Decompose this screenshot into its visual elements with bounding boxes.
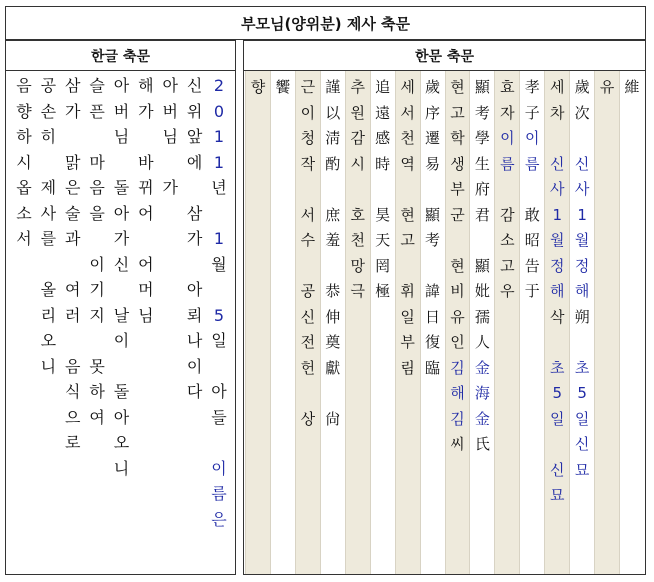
hangul-char: 오: [113, 433, 130, 452]
hangul-char: 앞: [186, 127, 203, 146]
hanja-column: [320, 71, 345, 574]
hanja-char: 日: [425, 307, 441, 326]
hanja-char: 림: [400, 358, 415, 377]
hanja-char: 신: [574, 154, 590, 173]
hangul-char: 여: [65, 280, 81, 299]
hangul-char: 슬: [89, 76, 105, 95]
hanja-char: 獻: [325, 358, 341, 377]
hangul-char: 은: [211, 509, 227, 529]
hangul-char: [168, 150, 173, 176]
hanja-char: 追: [375, 78, 391, 96]
hanja-char: 상: [300, 409, 316, 428]
hangul-char: 뀌: [138, 178, 154, 197]
hanja-char: 름: [500, 154, 515, 173]
hangul-char: [119, 277, 124, 303]
hanja-char: 비: [450, 282, 465, 300]
hangul-char: 러: [65, 305, 81, 325]
hangul-char: 돌: [113, 178, 130, 197]
hangul-char: 이: [211, 458, 227, 478]
hanja-char: 昭: [524, 231, 540, 249]
hangul-char: 름: [211, 484, 227, 503]
hangul-char: 가: [65, 101, 81, 121]
hanja-char: 妣: [474, 282, 490, 300]
hanja-char: 정: [574, 256, 590, 275]
hanja-char: 고: [400, 231, 415, 249]
hangul-char: 오: [40, 331, 57, 350]
hanja-column: [445, 71, 470, 574]
hangul-char: 로: [65, 433, 81, 452]
hangul-column: [12, 73, 36, 574]
hangul-char: 님: [162, 127, 178, 146]
hanja-char: 學: [474, 129, 490, 147]
hanja-column: [295, 71, 320, 574]
hanja-char: 子: [524, 103, 540, 122]
hanja-char: 해: [549, 282, 565, 300]
hangul-char: 1: [213, 152, 225, 172]
hangul-char: [192, 252, 197, 278]
hanja-char: 차: [549, 103, 565, 122]
hanja-char: 현: [450, 256, 465, 275]
hangul-column: [61, 73, 85, 574]
hanja-char: 부: [400, 333, 415, 351]
hangul-char: 손: [40, 101, 57, 121]
hangul-char: 아: [211, 382, 227, 401]
page-title: 부모님(양위분) 제사 축문: [5, 6, 646, 40]
hangul-char: 올: [40, 280, 57, 299]
hangul-char: 아: [162, 76, 178, 95]
hangul-char: [95, 328, 100, 354]
hanja-char: 考: [425, 231, 441, 249]
hanja-char: 氏: [474, 435, 490, 453]
hanja-char: 사: [549, 180, 565, 198]
hangul-char: 음: [16, 76, 32, 95]
hangul-char: 식: [65, 382, 81, 401]
hangul-char: 아: [113, 203, 130, 223]
hanja-char: 정: [549, 256, 565, 275]
hanja-char: 극: [350, 282, 365, 300]
hangul-char: 버: [162, 101, 178, 121]
hanja-char: 5: [552, 384, 562, 402]
hanja-column: [270, 71, 295, 574]
hangul-char: 5: [213, 305, 225, 325]
hangul-char: [216, 201, 221, 227]
hanja-char: 자: [500, 103, 515, 122]
hanja-char: 諱: [425, 282, 441, 300]
hanja-char: 헌: [300, 358, 316, 377]
hanja-char: 罔: [375, 256, 391, 275]
hanja-char: 이: [500, 129, 515, 147]
hanja-char: 해: [450, 384, 465, 402]
hanja-char: 서: [400, 103, 415, 122]
hangul-char: [70, 252, 75, 278]
hangul-column: [183, 73, 207, 574]
hanja-char: 생: [450, 154, 465, 173]
hanja-char: 작: [300, 154, 316, 173]
hanja-char: 饗: [275, 78, 291, 96]
hanja-char: 金: [474, 409, 490, 428]
hanja-char: 朔: [574, 307, 590, 326]
hangul-char: [95, 226, 100, 252]
hanja-char: 孝: [524, 78, 540, 96]
hangul-char: [70, 124, 75, 150]
hanja-char: 復: [425, 333, 441, 351]
hangul-char: 지: [89, 305, 105, 325]
hangul-char: 아: [113, 407, 130, 427]
hangul-char: 버: [113, 101, 130, 121]
hanja-char: 生: [474, 154, 490, 173]
hanja-char: 君: [474, 205, 490, 224]
hanja-char: 次: [574, 103, 590, 122]
hanja-char: 伸: [325, 307, 341, 326]
hanja-char: 臨: [425, 358, 441, 377]
hangul-char: 음: [89, 178, 105, 197]
hanja-char: 이: [300, 103, 316, 122]
hangul-char: 머: [138, 280, 154, 299]
hangul-char: 삼: [65, 76, 81, 95]
hangul-char: [95, 124, 100, 150]
hangul-char: 니: [40, 356, 57, 376]
hangul-char: 못: [89, 356, 105, 376]
hanja-column: [544, 71, 569, 574]
hangul-char: 서: [16, 229, 32, 248]
hangul-char: [192, 175, 197, 201]
hanja-char: 易: [425, 154, 441, 173]
hangul-char: 월: [211, 254, 227, 274]
hanja-char: 遷: [425, 129, 441, 147]
hangul-char: 하: [89, 382, 105, 401]
hanja-char: 초: [574, 358, 590, 377]
hanja-char: 于: [524, 282, 540, 300]
hangul-char: 가: [138, 101, 154, 121]
hanja-char: 淸: [325, 129, 341, 147]
hanja-char: 김: [450, 358, 465, 377]
hangul-char: 옵: [16, 178, 32, 197]
hangul-char: 사: [40, 203, 57, 223]
hanja-char: 일: [574, 409, 590, 428]
hangul-char: 을: [89, 203, 105, 223]
hangul-char: 일: [211, 331, 227, 350]
hanja-char: 庶: [325, 205, 341, 224]
hangul-char: 리: [40, 305, 57, 325]
hanja-char: 顯: [425, 205, 441, 224]
hanja-char: 군: [450, 205, 465, 224]
hanja-char: 酌: [325, 154, 341, 173]
hanja-char: 묘: [549, 486, 565, 504]
hanja-char: 전: [300, 333, 316, 351]
hangul-char: [143, 124, 148, 150]
hanja-char: 일: [549, 409, 565, 428]
hangul-char: 공: [40, 76, 57, 95]
hangul-char: 신: [186, 76, 203, 95]
hanja-char: 천: [400, 129, 415, 147]
hanja-char: 天: [375, 231, 391, 249]
hangul-char: 이: [186, 356, 203, 376]
hangul-char: 기: [89, 280, 105, 299]
hangul-char: 향: [16, 101, 32, 121]
hangul-char: 뢰: [186, 305, 203, 325]
hanja-char: 역: [400, 154, 415, 173]
hangul-char: 를: [40, 229, 57, 248]
hanja-char: 考: [474, 103, 490, 122]
hangul-char: 시: [16, 152, 32, 172]
hangul-char: 이: [89, 254, 105, 274]
hangul-char: 년: [211, 178, 227, 197]
hangul-char: 가: [162, 178, 178, 197]
hanja-char: 金: [474, 358, 490, 377]
hanja-char: 人: [474, 333, 490, 351]
hanja-char: 사: [574, 180, 590, 198]
hanja-column: [395, 71, 420, 574]
hangul-char: 하: [16, 127, 32, 146]
hangul-column: [85, 73, 109, 574]
hanja-char: 歲: [425, 78, 441, 96]
hanja-char: 소: [500, 231, 515, 249]
hanja-char: 고: [500, 256, 515, 275]
hanja-char: 추: [350, 78, 365, 96]
hanja-char: 서: [300, 205, 316, 224]
hanja-char: 김: [450, 409, 465, 428]
hanja-char: 학: [450, 129, 465, 147]
hangul-char: 음: [65, 356, 81, 376]
hanja-char: 歲: [574, 78, 590, 96]
hanja-char: 5: [577, 384, 587, 402]
hanja-char: 1: [552, 205, 562, 224]
hangul-columns: [6, 73, 235, 574]
hanja-column: [494, 71, 519, 574]
hanja-char: 昊: [375, 205, 391, 224]
hangul-char: 과: [65, 229, 81, 248]
hanja-char: 천: [350, 231, 365, 249]
hangul-char: 니: [113, 458, 130, 478]
hanja-char: 수: [300, 231, 316, 249]
hanja-char: 일: [400, 307, 415, 326]
hanja-char: 향: [250, 78, 266, 96]
hangul-char: 어: [138, 203, 154, 223]
hanja-char: 호: [350, 205, 365, 224]
hanja-char: 신: [549, 460, 565, 479]
hangul-char: 다: [186, 382, 203, 401]
hangul-char: 님: [138, 305, 154, 325]
hangul-header: 한글 축문: [6, 41, 235, 71]
hanja-char: 敢: [524, 205, 540, 224]
hanja-char: 감: [500, 205, 515, 224]
hangul-char: 날: [113, 305, 130, 325]
hangul-char: [216, 277, 221, 303]
hangul-char: 술: [65, 203, 81, 223]
hanja-char: 顯: [474, 78, 490, 96]
hanja-char: 時: [375, 154, 391, 173]
hanja-char: 원: [350, 103, 365, 122]
hanja-char: 해: [574, 282, 590, 300]
hanja-columns: [245, 71, 644, 574]
hangul-char: 0: [213, 101, 225, 121]
hangul-char: 에: [186, 152, 203, 172]
hanja-char: 현: [450, 78, 465, 96]
hanja-char: 인: [450, 333, 465, 351]
hanja-char: 序: [425, 103, 441, 122]
hangul-char: 가: [186, 229, 203, 248]
hanja-char: 초: [549, 358, 565, 377]
hanja-column: [245, 71, 270, 574]
hangul-panel: [5, 40, 236, 575]
hanja-char: 름: [525, 154, 540, 173]
hanja-char: 신: [574, 435, 590, 453]
hangul-char: 제: [40, 178, 57, 197]
hanja-char: 공: [300, 282, 316, 300]
hangul-char: 아: [186, 280, 203, 299]
hangul-char: 님: [113, 127, 130, 146]
hanja-char: 세: [400, 78, 415, 96]
hanja-char: 告: [524, 256, 540, 275]
hanja-char: 維: [624, 78, 640, 96]
hangul-char: 바: [138, 152, 154, 172]
hangul-column: [158, 73, 182, 574]
hanja-char: 謹: [325, 78, 341, 96]
hangul-char: 소: [16, 203, 32, 223]
hanja-char: 휘: [400, 282, 415, 300]
hangul-char: 맑: [65, 152, 81, 172]
hanja-char: 월: [574, 231, 590, 249]
hanja-char: 근: [300, 78, 316, 96]
hanja-column: [569, 71, 594, 574]
hanja-char: 세: [549, 78, 565, 96]
hangul-char: [216, 354, 221, 380]
hangul-char: 해: [138, 76, 154, 95]
hangul-char: [216, 430, 221, 456]
hangul-char: [143, 226, 148, 252]
hanja-column: [370, 71, 395, 574]
hangul-char: 여: [89, 407, 105, 427]
hangul-char: 돌: [113, 382, 130, 401]
hanja-column: [345, 71, 370, 574]
hanja-char: 羞: [325, 231, 341, 249]
hanja-char: 감: [350, 129, 365, 147]
hanja-char: 고: [450, 103, 465, 122]
hanja-char: 極: [375, 282, 391, 300]
hanja-panel: [243, 40, 646, 575]
hangul-char: 어: [138, 254, 154, 274]
hangul-char: 신: [113, 254, 130, 274]
hangul-char: 나: [186, 331, 203, 350]
hangul-char: 1: [213, 127, 225, 146]
hangul-char: [119, 150, 124, 176]
hanja-char: 感: [375, 129, 391, 147]
hanja-char: 海: [474, 384, 490, 402]
hanja-header: 한문 축문: [244, 41, 645, 71]
hangul-char: [119, 354, 124, 380]
hanja-char: 월: [549, 231, 565, 249]
hanja-column: [420, 71, 445, 574]
hangul-char: 마: [89, 152, 105, 172]
hanja-char: 신: [549, 154, 565, 173]
hangul-char: [46, 252, 51, 278]
hangul-char: 들: [211, 407, 227, 427]
hanja-char: 奠: [325, 333, 341, 351]
hanja-char: 우: [500, 282, 515, 300]
hanja-char: 유: [450, 307, 465, 326]
hanja-char: 신: [300, 307, 316, 326]
hangul-column: [134, 73, 158, 574]
hanja-char: 恭: [325, 282, 341, 300]
hanja-char: 현: [400, 205, 415, 224]
hanja-char: 부: [450, 180, 465, 198]
hangul-char: 1: [213, 229, 225, 248]
hangul-char: 위: [186, 101, 203, 121]
hanja-char: 시: [350, 154, 365, 173]
hanja-char: 遠: [375, 103, 391, 122]
hanja-char: 顯: [474, 256, 490, 275]
hanja-char: 효: [500, 78, 515, 96]
hanja-char: 묘: [574, 460, 590, 479]
hangul-column: [110, 73, 134, 574]
hangul-char: 픈: [89, 101, 105, 121]
hanja-char: 尙: [325, 409, 341, 428]
hanja-char: 府: [474, 180, 490, 198]
hangul-char: [46, 150, 51, 176]
hangul-char: 히: [40, 127, 57, 146]
hanja-char: 이: [525, 129, 540, 147]
hanja-char: 청: [300, 129, 316, 147]
hangul-column: [36, 73, 60, 574]
hangul-char: [70, 328, 75, 354]
hanja-column: [469, 71, 494, 574]
hanja-char: 유: [599, 78, 615, 96]
hanja-column: [619, 71, 644, 574]
hangul-char: 은: [65, 178, 81, 197]
hangul-char: 삼: [186, 203, 203, 223]
hanja-char: 망: [350, 256, 365, 275]
hanja-char: 1: [577, 205, 587, 224]
hanja-char: 삭: [549, 307, 565, 326]
hanja-char: 씨: [450, 435, 465, 453]
hangul-char: 2: [213, 76, 225, 95]
hanja-column: [594, 71, 619, 574]
hangul-char: 가: [113, 229, 130, 248]
hangul-char: 으: [65, 407, 81, 427]
hanja-column: [519, 71, 544, 574]
hanja-char: 孺: [474, 307, 490, 326]
hangul-char: 이: [113, 331, 130, 350]
hanja-char: 以: [325, 103, 341, 122]
hangul-column: [207, 73, 231, 574]
hangul-char: 아: [113, 76, 130, 95]
